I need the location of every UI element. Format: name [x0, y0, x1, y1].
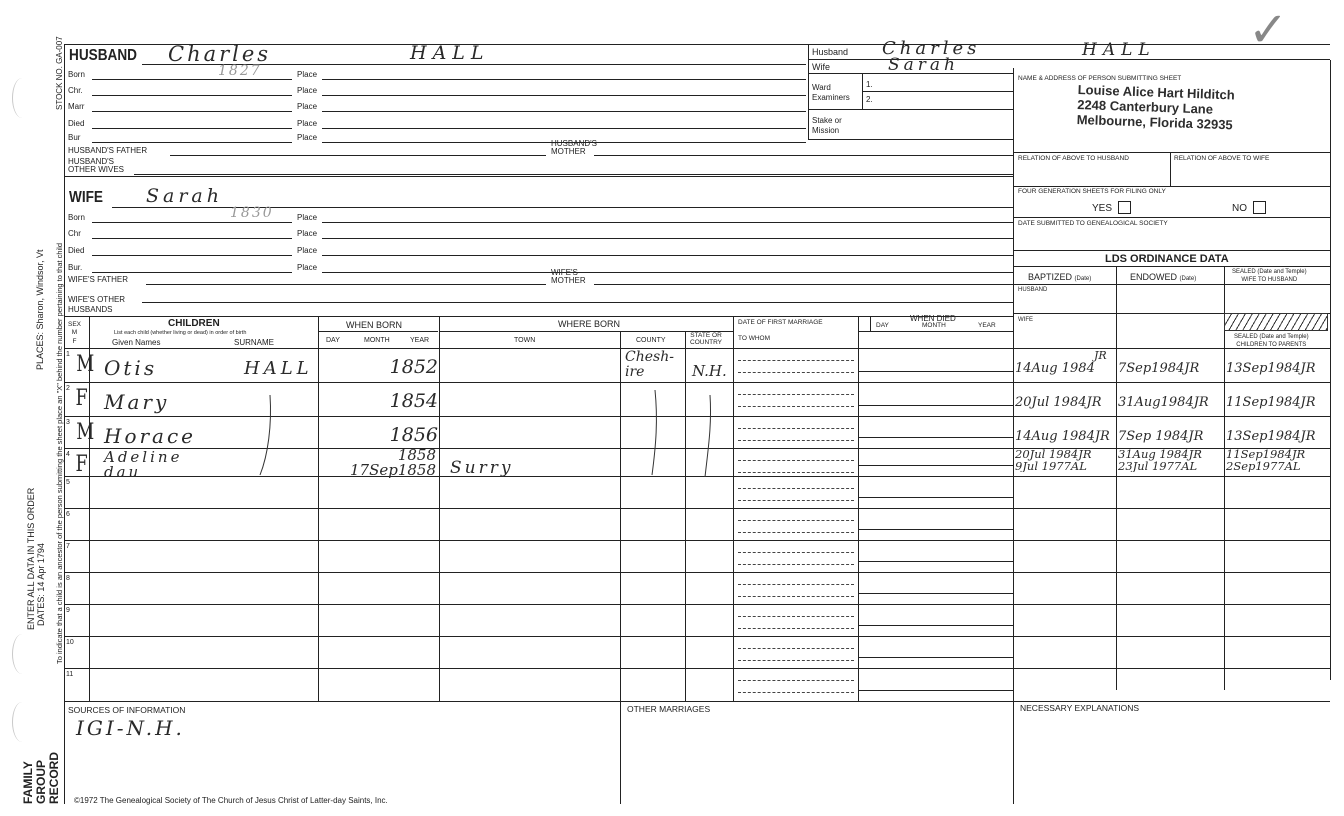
death-date-box	[858, 386, 1013, 406]
endowed-text: ENDOWED	[1130, 272, 1177, 282]
lds-row-line	[1013, 382, 1330, 383]
to-whom-line	[738, 532, 854, 533]
table-row	[64, 636, 1013, 637]
wife-bur-place-line	[322, 272, 1013, 273]
row-number: 5	[66, 479, 70, 486]
county-label: COUNTY	[636, 337, 666, 344]
husband-chr-place-label: Place	[297, 86, 318, 95]
lds-col-1	[1116, 266, 1117, 690]
marriage-date-line	[738, 520, 854, 521]
death-date-box	[858, 640, 1013, 658]
death-date-box	[858, 576, 1013, 594]
husband-died-place-label: Place	[297, 119, 318, 128]
husband-mother-label: HUSBAND'S MOTHER	[551, 139, 597, 156]
child-born: 1854	[389, 390, 438, 412]
child-sealed-date: 11Sep1984JR	[1226, 396, 1316, 410]
summary-husband-line	[808, 59, 1330, 60]
sealed-wife-label: SEALED (Date and Temple) WIFE TO HUSBAND	[1232, 269, 1307, 284]
died-month-label: MONTH	[922, 322, 946, 329]
row-number: 2	[66, 385, 70, 392]
row-number: 7	[66, 543, 70, 550]
baptized-text: BAPTIZED	[1028, 272, 1073, 282]
child-endowed-date: 31Aug1984JR	[1118, 396, 1209, 410]
form-title: FAMILY GROUP RECORD	[21, 751, 62, 804]
examiner-1-label: 1.	[866, 80, 873, 89]
date-submitted-label: DATE SUBMITTED TO GENEALOGICAL SOCIETY	[1018, 220, 1168, 227]
wife-other-husbands-line	[142, 302, 1013, 303]
death-date-box	[858, 544, 1013, 562]
submitter-address: Louise Alice Hart Hilditch 2248 Canterbury Lane Melbourne, Florida 32935	[1076, 82, 1235, 133]
marriage-date-line	[738, 584, 854, 585]
sealed-hatched-box	[1224, 313, 1328, 331]
death-date-box	[858, 352, 1013, 372]
wife-born-place-label: Place	[297, 213, 318, 222]
wife-chr-label: Chr	[68, 229, 81, 238]
state-country-label: STATE OR COUNTRY	[690, 332, 723, 347]
death-date-box	[858, 512, 1013, 530]
child-endowed-date: 7Sep 1984JR	[1118, 430, 1204, 444]
husband-marr-place-line	[322, 111, 806, 112]
husband-mother-line	[594, 155, 1013, 156]
wife-heading: WIFE	[69, 189, 103, 206]
died-year-label: YEAR	[978, 322, 996, 329]
first-marriage-label: DATE OF FIRST MARRIAGE	[738, 319, 823, 326]
husband-died-label: Died	[68, 119, 85, 128]
row-number: 1	[66, 351, 70, 358]
ward-bottom-line	[808, 109, 1013, 110]
dates-format-line: DATES: 14 Apr 1794	[36, 543, 46, 626]
husband-born-place-line	[322, 79, 806, 80]
death-date-box	[858, 480, 1013, 498]
child-given-name: Otis	[104, 356, 158, 380]
submitter-label: NAME & ADDRESS OF PERSON SUBMITTING SHEET	[1018, 75, 1182, 82]
col-died-divider	[870, 316, 871, 332]
relation-divider	[1170, 152, 1171, 186]
relation-bottom-line	[1013, 186, 1330, 187]
husband-born-line	[92, 79, 292, 80]
lds-title: LDS ORDINANCE DATA	[1105, 253, 1229, 265]
lds-row-line	[1013, 476, 1330, 477]
child-baptized-date: 14Aug 1984JR	[1015, 430, 1110, 444]
husband-other-wives-label: HUSBAND'S OTHER WIVES	[68, 157, 125, 174]
surname-label: SURNAME	[234, 338, 275, 347]
to-whom-line	[738, 406, 854, 407]
children-header-bottom	[64, 348, 1013, 349]
relation-husband-label: RELATION OF ABOVE TO HUSBAND	[1018, 155, 1129, 162]
husband-chr-label: Chr.	[68, 86, 83, 95]
lds-row-line	[1013, 540, 1330, 541]
copyright-notice: ©1972 The Genealogical Society of The Church of Jesus Christ of Latter-day Saints, Inc.	[74, 796, 388, 805]
marriage-date-line	[738, 360, 854, 361]
to-whom-line	[738, 472, 854, 473]
sources-label: SOURCES OF INFORMATION	[68, 705, 186, 715]
necessary-explanations-label: NECESSARY EXPLANATIONS	[1020, 703, 1140, 713]
lds-row-line	[1013, 572, 1330, 573]
child-surname: HALL	[244, 358, 313, 379]
table-row	[64, 668, 1013, 669]
husband-bur-label: Bur	[68, 133, 81, 142]
places-line: PLACES: Sharon, Windsor, Vt	[35, 249, 45, 370]
husband-marr-line	[92, 111, 292, 112]
husband-born-year: 1827	[218, 63, 262, 79]
death-date-box	[858, 452, 1013, 466]
table-row	[64, 572, 1013, 573]
wife-died-line	[92, 255, 292, 256]
lds-header-bottom	[1013, 284, 1330, 285]
husband-section-divider	[64, 176, 1013, 177]
row-number: 9	[66, 607, 70, 614]
child-sex: F	[75, 452, 88, 477]
husband-father-label: HUSBAND'S FATHER	[68, 146, 148, 155]
child-sex: M	[76, 352, 95, 377]
row-number: 4	[66, 451, 70, 458]
marriage-date-line	[738, 488, 854, 489]
husband-bur-line	[92, 142, 292, 143]
wife-died-place-label: Place	[297, 246, 318, 255]
marriage-date-line	[738, 428, 854, 429]
lds-wife-row-label: WIFE	[1018, 317, 1033, 323]
right-panel-border	[1013, 68, 1014, 804]
children-table-bottom	[64, 701, 1013, 702]
lds-row-line	[1013, 636, 1330, 637]
marriage-date-line	[738, 552, 854, 553]
children-list-note: List each child (whether living or dead) in order of birth	[114, 330, 247, 336]
enter-order-line: ENTER ALL DATA IN THIS ORDER	[26, 487, 36, 630]
child-born: 1858 17Sep1858	[349, 446, 436, 479]
lds-row-line	[1013, 701, 1330, 702]
husband-other-wives-line	[134, 174, 1013, 175]
sources-value: IGI-N.H.	[76, 716, 185, 740]
row-number: 10	[66, 639, 74, 646]
child-baptized-date: 20Jul 1984JR 9Jul 1977AL	[1015, 448, 1092, 473]
child-endowed-date: 31Aug 1984JR 23Jul 1977AL	[1118, 448, 1202, 473]
sealed-children-label: SEALED (Date and Temple) CHILDREN TO PARENTS	[1234, 334, 1309, 349]
to-whom-line	[738, 596, 854, 597]
col-names-right	[318, 316, 319, 702]
table-row	[64, 604, 1013, 605]
to-whom-line	[738, 372, 854, 373]
row-number: 3	[66, 419, 70, 426]
four-gen-no-label: NO	[1232, 203, 1247, 214]
lds-row-line	[1013, 416, 1330, 417]
wife-chr-place-label: Place	[297, 229, 318, 238]
wife-bur-place-label: Place	[297, 263, 318, 272]
examiner-1-line	[862, 91, 1013, 92]
table-row	[64, 382, 1013, 383]
state-value: N.H.	[692, 362, 727, 380]
husband-chr-line	[92, 95, 292, 96]
lds-row-line	[1013, 668, 1330, 669]
summary-wife-line	[808, 73, 1013, 74]
husband-died-line	[92, 128, 292, 129]
child-sex: M	[76, 420, 95, 445]
husband-father-line	[170, 155, 546, 156]
given-names-label: Given Names	[112, 338, 161, 347]
submitter-divider	[1013, 152, 1330, 153]
died-day-label: DAY	[876, 322, 889, 329]
marriage-date-line	[738, 616, 854, 617]
lds-title-bottom	[1013, 266, 1330, 267]
summary-husband-given: Charles	[882, 38, 981, 59]
table-row	[64, 508, 1013, 509]
child-sex: F	[75, 386, 88, 411]
binder-hole-bottom	[12, 702, 32, 742]
child-born: 1852	[389, 356, 438, 378]
wife-father-label: WIFE'S FATHER	[68, 275, 129, 284]
death-date-box	[858, 420, 1013, 438]
marriage-date-line	[738, 680, 854, 681]
to-whom-line	[738, 440, 854, 441]
to-whom-line	[738, 500, 854, 501]
ditto-marks	[250, 385, 730, 485]
right-edge-line	[1330, 60, 1331, 680]
husband-bur-place-label: Place	[297, 133, 318, 142]
when-born-underline	[318, 331, 438, 332]
when-born-label: WHEN BORN	[346, 320, 402, 330]
where-born-label: WHERE BORN	[558, 319, 621, 329]
to-whom-label: TO WHOM	[738, 335, 771, 342]
child-given-name: Mary	[104, 390, 170, 414]
binder-hole-top	[12, 78, 32, 118]
town-label: TOWN	[514, 337, 536, 344]
husband-given-name: Charles	[168, 42, 272, 66]
wife-mother-line	[594, 284, 1013, 285]
baptized-sub: (Date)	[1074, 276, 1092, 282]
lds-row-line	[1013, 508, 1330, 509]
table-row	[64, 540, 1013, 541]
four-gen-yes-checkbox[interactable]	[1118, 201, 1131, 214]
four-gen-no-checkbox[interactable]	[1253, 201, 1266, 214]
lds-husband-row-label: HUSBAND	[1018, 287, 1048, 293]
died-header-line	[858, 331, 1013, 332]
husband-heading: HUSBAND	[69, 47, 137, 64]
born-year-label: YEAR	[410, 337, 430, 344]
husband-born-place-label: Place	[297, 70, 318, 79]
wife-born-place-line	[322, 222, 1013, 223]
husband-chr-place-line	[322, 95, 806, 96]
binder-hole-middle	[12, 634, 32, 674]
wife-chr-line	[92, 238, 292, 239]
row-number: 11	[66, 671, 74, 678]
death-date-box	[858, 608, 1013, 626]
wife-father-line	[146, 284, 546, 285]
child-town: Surry	[450, 458, 514, 478]
lds-row-line	[1013, 604, 1330, 605]
wife-bur-line	[92, 272, 292, 273]
other-marriages-label: OTHER MARRIAGES	[627, 704, 711, 714]
wife-died-label: Died	[68, 246, 85, 255]
husband-died-place-line	[322, 128, 806, 129]
wife-given-name: Sarah	[146, 185, 223, 207]
born-month-label: MONTH	[364, 337, 390, 344]
child-baptized-date: 20Jul 1984JR	[1015, 396, 1102, 410]
baptized-label	[1028, 273, 1091, 282]
when-died-label: WHEN DIED	[910, 314, 956, 323]
lds-wife-row-bottom	[1013, 348, 1330, 349]
four-gen-bottom-line	[1013, 217, 1330, 218]
wife-born-line	[92, 222, 292, 223]
row-number: 6	[66, 511, 70, 518]
ward-examiners-label: Ward Examiners	[812, 83, 850, 103]
wife-chr-place-line	[322, 238, 1013, 239]
born-day-label: DAY	[326, 337, 340, 344]
where-born-underline	[439, 331, 733, 332]
wife-mother-label: WIFE'S MOTHER	[551, 268, 586, 285]
summary-wife-label: Wife	[812, 62, 830, 72]
four-generation-label: FOUR GENERATION SHEETS FOR FILING ONLY	[1018, 188, 1166, 195]
examiner-2-label: 2.	[866, 95, 873, 104]
child-sealed-date: 13Sep1984JR	[1226, 430, 1316, 444]
stake-mission-label: Stake or Mission	[812, 116, 842, 136]
col-born-right	[439, 316, 440, 702]
endowed-sub: (Date)	[1179, 276, 1197, 282]
to-whom-line	[738, 660, 854, 661]
marriage-date-line	[738, 648, 854, 649]
summary-bottom-line	[808, 139, 1013, 140]
wife-born-label: Born	[68, 213, 85, 222]
husband-born-label: Born	[68, 70, 85, 79]
child-endowed-date: 7Sep1984JR	[1118, 362, 1200, 376]
death-date-box	[858, 672, 1013, 691]
form-left-border	[64, 44, 65, 804]
to-whom-line	[738, 564, 854, 565]
husband-surname: HALL	[410, 42, 490, 64]
wife-born-year: 1830	[230, 205, 274, 221]
husband-marr-label: Marr	[68, 102, 85, 111]
stock-number: STOCK NO. GA-007	[55, 36, 64, 110]
row-number: 8	[66, 575, 70, 582]
wife-died-place-line	[322, 255, 1013, 256]
child-given-name: Adeline dau	[104, 448, 183, 481]
sex-col-label: SEX M F	[68, 321, 82, 345]
ancestor-instruction: To indicate that a child is an ancestor of the person submitting the sheet place an "X" behind the number pertaining to that child	[55, 242, 64, 664]
child-sealed-date: 13Sep1984JR	[1226, 362, 1316, 376]
wife-other-husbands-label: WIFE'S OTHER HUSBANDS	[68, 295, 126, 314]
marriage-date-line	[738, 394, 854, 395]
county-value: Chesh- ire	[625, 349, 674, 380]
wife-bur-label: Bur.	[68, 263, 83, 272]
husband-marr-place-label: Place	[297, 102, 318, 111]
children-heading: CHILDREN	[168, 318, 220, 329]
child-baptized-date: 14Aug 1984	[1015, 362, 1095, 376]
lds-jr-note: JR	[1094, 349, 1107, 362]
four-gen-yes-label: YES	[1092, 203, 1113, 214]
date-submitted-bottom	[1013, 250, 1330, 251]
child-born: 1856	[389, 424, 438, 446]
marriage-date-line	[738, 460, 854, 461]
child-given-name: Horace	[104, 424, 197, 448]
to-whom-line	[738, 692, 854, 693]
relation-wife-label: RELATION OF ABOVE TO WIFE	[1174, 155, 1270, 162]
summary-husband-surname: HALL	[1082, 40, 1156, 60]
summary-husband-label: Husband	[812, 47, 849, 57]
check-mark: ✓	[1248, 2, 1289, 58]
endowed-label	[1130, 273, 1196, 282]
summary-wife-value: Sarah	[888, 55, 959, 75]
child-sealed-date: 11Sep1984JR 2Sep1977AL	[1226, 448, 1306, 473]
to-whom-line	[738, 628, 854, 629]
col-state-right	[733, 316, 734, 702]
